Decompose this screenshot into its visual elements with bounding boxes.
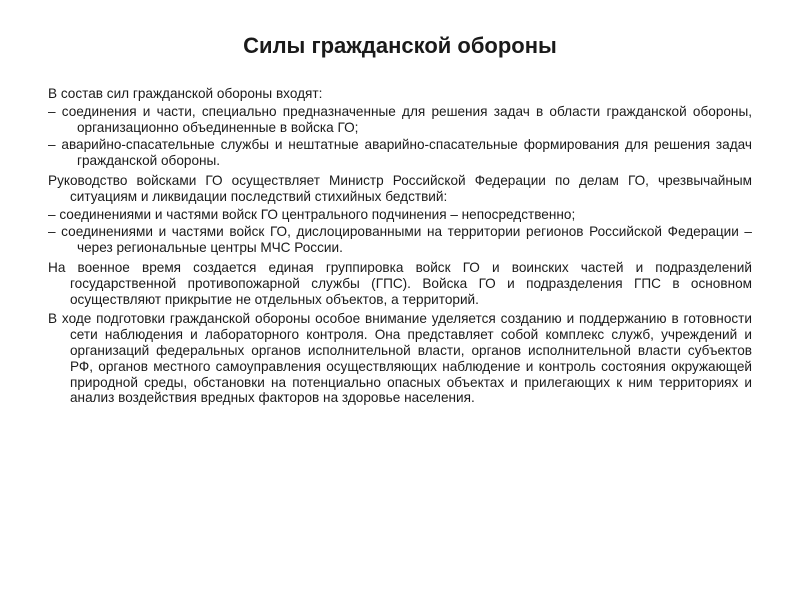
list-item-military-units: – соединения и части, специально предназначенные для решения задач в области гражданской обороны, организационно объединенные в войска ГО;: [48, 103, 752, 135]
paragraph-monitoring-network: В ходе подготовки гражданской обороны особое внимание уделяется созданию и поддержанию в готовности сети наблюдения и лабораторного контроля. Она представляет собой комплекс служб, учреждений и организаций федеральных органов исполнительной власти, органов исполнительной власти субъектов РФ, органов местного самоуправления осуществляющих наблюдение и контроль состояния окружающей природной среды, обстановки на потенциально опасных объектах и прилегающих к ним территориях и анализ воздействия вредных факторов на здоровье населения.: [48, 311, 752, 406]
paragraph-command: Руководство войсками ГО осуществляет Министр Российской Федерации по делам ГО, чрезвычайным ситуациям и ликвидации последствий стихийных бедствий:: [48, 172, 752, 204]
list-item-regional-units: – соединениями и частями войск ГО, дислоцированными на территории регионов Российской Федерации – через региональные центры МЧС России.: [48, 224, 752, 256]
list-item-rescue-services: – аварийно-спасательные службы и нештатные аварийно-спасательные формирования для решения задач гражданской обороны.: [48, 137, 752, 169]
slide-body: [48, 86, 752, 410]
list-item-central-units: – соединениями и частями войск ГО центрального подчинения – непосредственно;: [48, 206, 576, 222]
slide-title: Силы гражданской обороны: [243, 33, 557, 58]
paragraph-composition-intro: В состав сил гражданской обороны входят:: [48, 86, 323, 101]
paragraph-wartime-grouping: На военное время создается единая группировка войск ГО и воинских частей и подразделений государственной противопожарной службы (ГПС). Войска ГО и подразделения ГПС в основном осуществляют прикрытие не отдельных объектов, а территорий.: [48, 259, 752, 307]
